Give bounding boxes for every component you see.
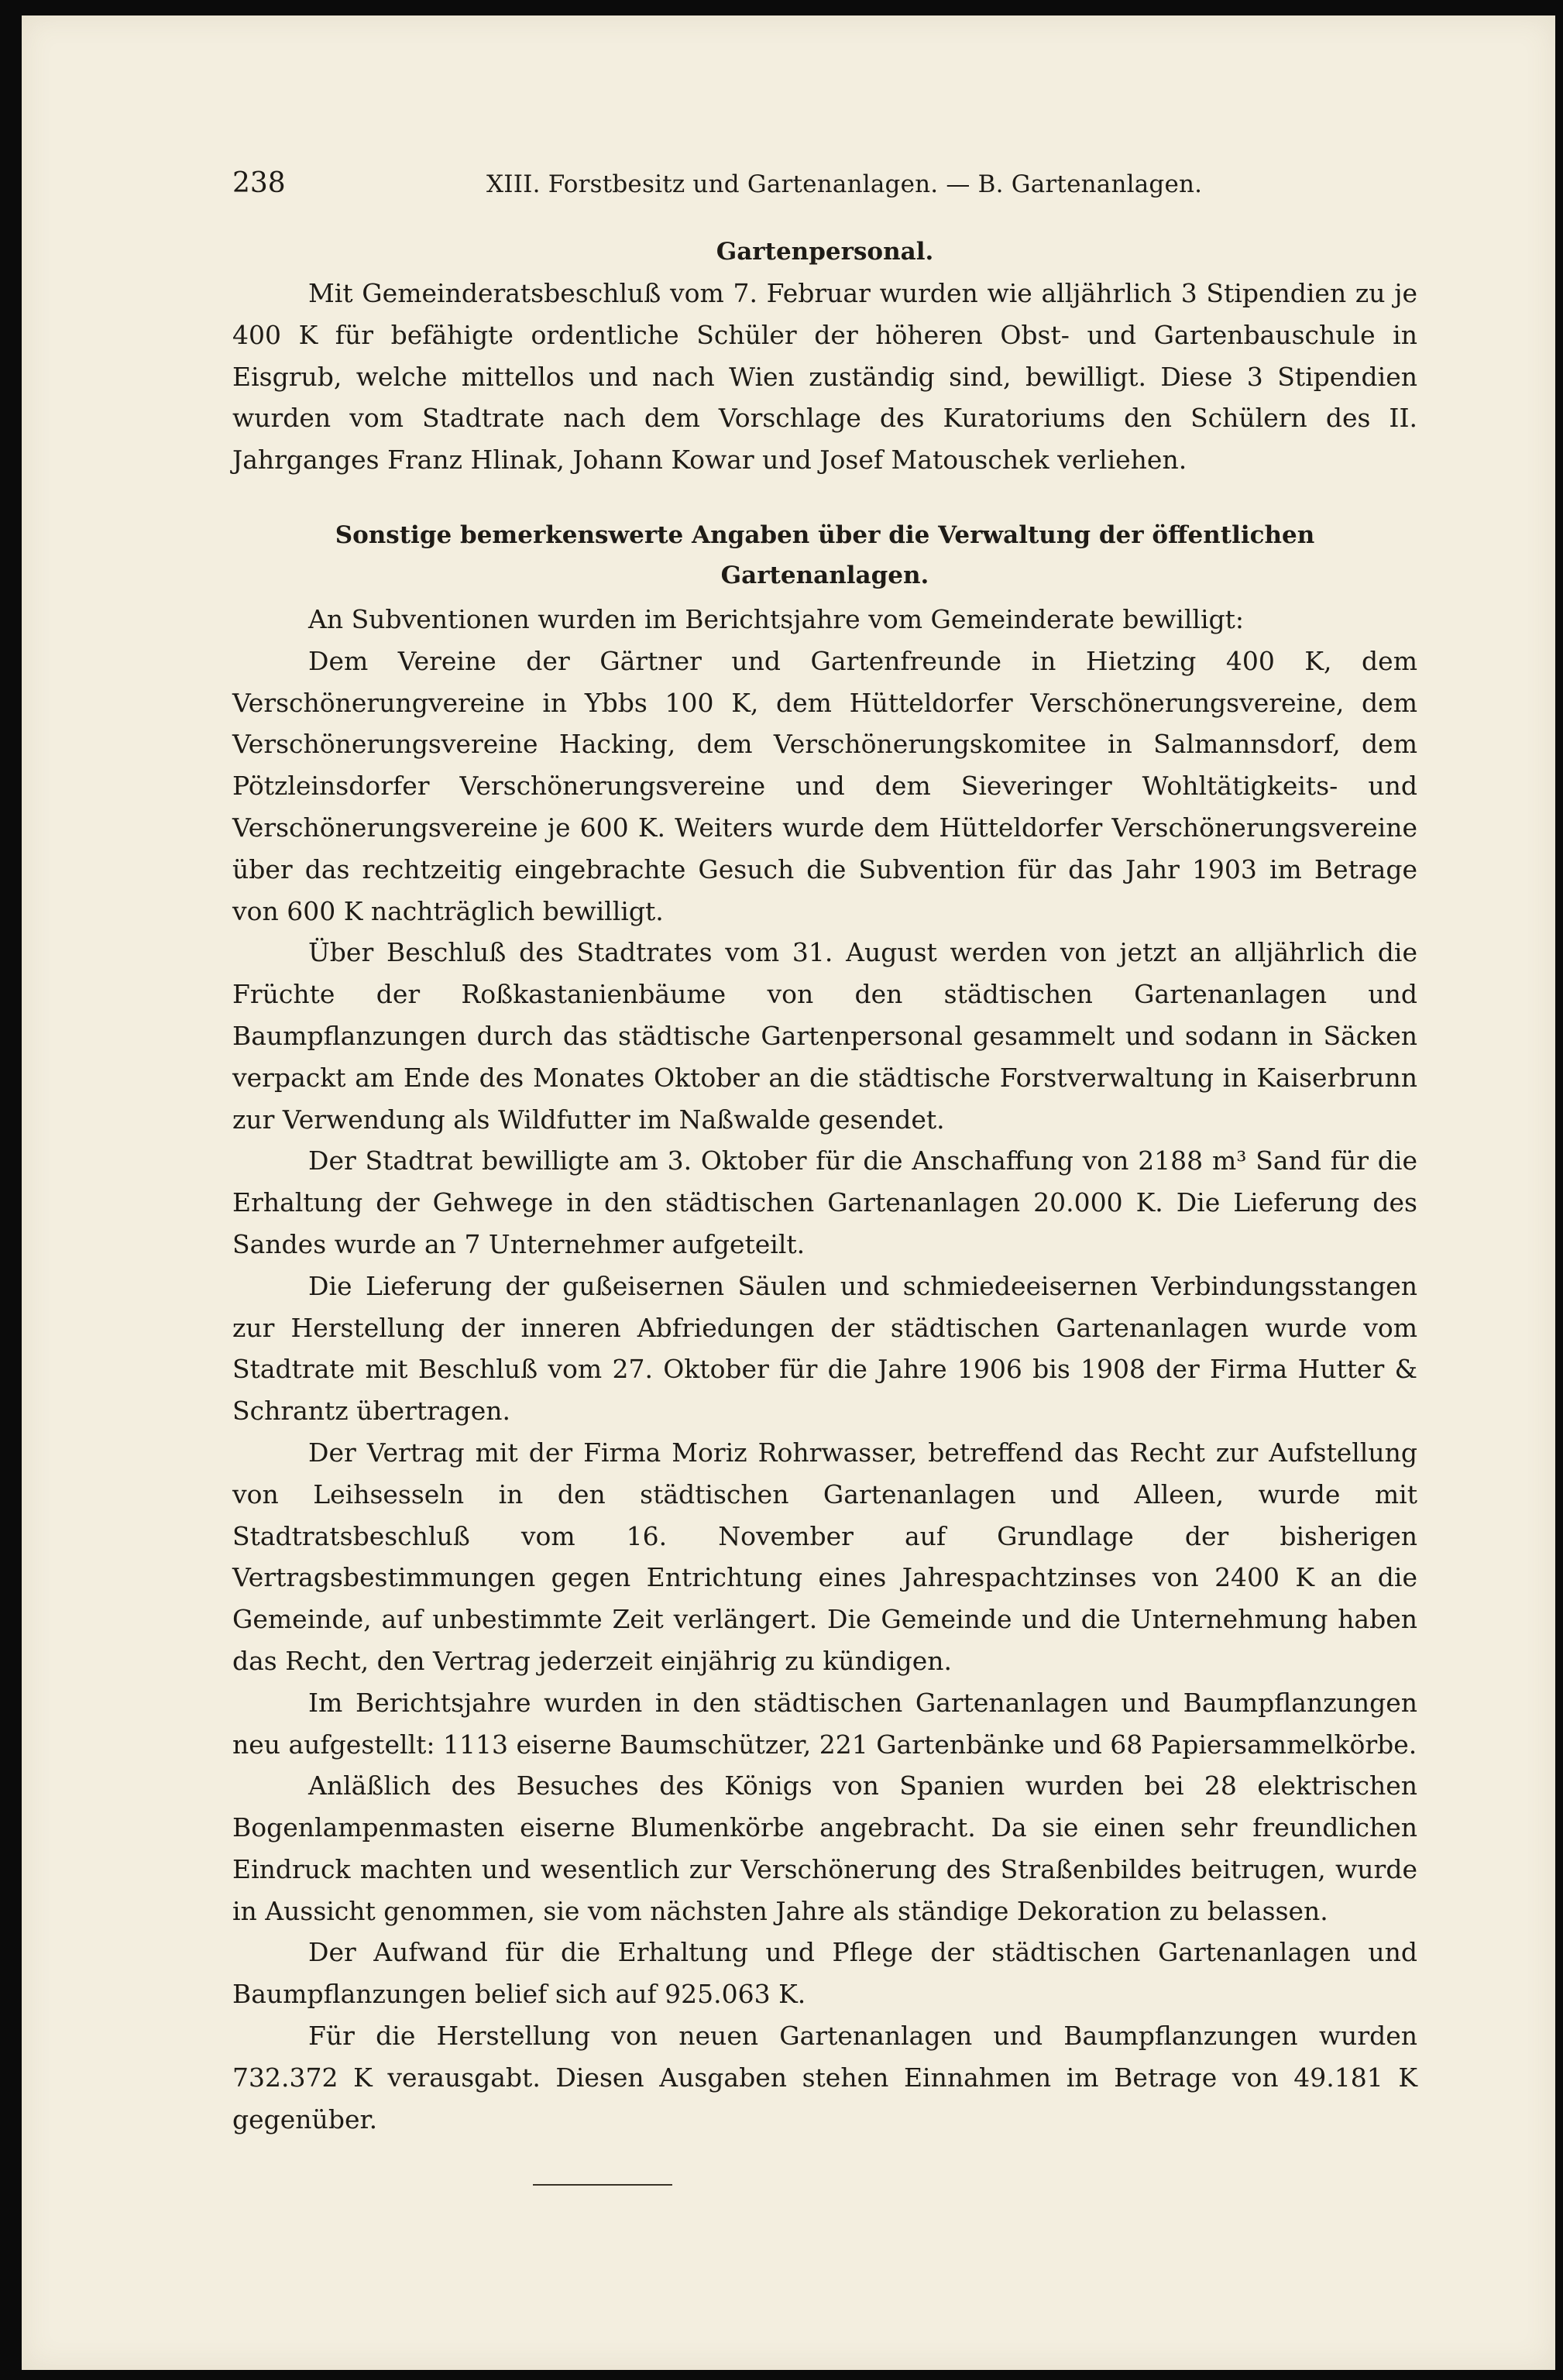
paragraph-flower-baskets: Anläßlich des Besuches des Königs von Spanien wurden bei 28 elektrischen Bogenlampenmasten eiserne Blumenkörbe angebracht. Da sie einen sehr freundlichen Eindruck machten und wesentlich zur Verschönerung des Straßenbildes beitrugen, wurde in Aussicht genommen, sie vom nächsten Jahre als ständige Dekoration zu belassen.	[232, 1770, 1417, 1926]
paragraph-contract: Der Vertrag mit der Firma Moriz Rohrwasser, betreffend das Recht zur Aufstellung von Leihsesseln in den städtischen Gartenanlagen und Alleen, wurde mit Stadtratsbeschluß vom 16. November auf Grundlage der bisherigen Vertragsbestimmungen gegen Entrichtung eines Jahrespachtzinses von 2400 K an die Gemeinde, auf unbestimmte Zeit verlängert. Die Gemeinde und die Unternehmung haben das Recht, den Vertrag jederzeit einjährig zu kündigen.	[232, 1437, 1417, 1676]
section-heading-other: Sonstige bemerkenswerte Angaben über die Verwaltung der öffentlichen Gartenanlagen.	[335, 520, 1315, 589]
document-page	[22, 15, 1555, 2370]
paragraph-stipends: Mit Gemeinderatsbeschluß vom 7. Februar wurden wie alljährlich 3 Stipendien zu je 400 K für befähigte ordentliche Schüler der höheren Obst- und Gartenbauschule in Eisgrub, welche mittellos und nach Wien zuständig sind, bewilligt. Diese 3 Stipendien wurden vom Stadtrate nach dem Vorschlage des Kuratoriums den Schülern des II. Jahrganges Franz Hlinak, Johann Kowar und Josef Matouschek verliehen.	[232, 278, 1417, 476]
page-body	[232, 232, 1417, 2140]
running-head: XIII. Forstbesitz und Gartenanlagen. — B. Gartenanlagen.	[486, 170, 1203, 198]
paragraph-subventions-intro: An Subventionen wurden im Berichtsjahre vom Gemeinderate bewilligt:	[308, 603, 1245, 634]
paragraph-maintenance-cost: Der Aufwand für die Erhaltung und Pflege der städtischen Gartenanlagen und Baumpflanzungen belief sich auf 925.063 K.	[232, 1937, 1417, 2010]
paragraph-chestnuts: Über Beschluß des Stadtrates vom 31. August werden von jetzt an alljährlich die Früchte der Roßkastanienbäume von den städtischen Gartenanlagen und Baumpflanzungen durch das städtische Gartenpersonal gesammelt und sodann in Säcken verpackt am Ende des Monates Oktober an die städtische Forstverwaltung in Kaiserbrunn zur Verwendung als Wildfutter im Naßwalde gesendet.	[232, 937, 1417, 1135]
closing-rule	[533, 2184, 672, 2186]
paragraph-columns: Die Lieferung der gußeisernen Säulen und schmiedeeisernen Verbindungsstangen zur Herstellung der inneren Abfriedungen der städtischen Gartenanlagen wurde vom Stadtrate mit Beschluß vom 27. Oktober für die Jahre 1906 bis 1908 der Firma Hutter & Schrantz übertragen.	[232, 1270, 1417, 1427]
page-header	[232, 167, 1417, 208]
page-number: 238	[232, 167, 286, 199]
section-heading-staff: Gartenpersonal.	[716, 238, 934, 266]
paragraph-sand: Der Stadtrat bewilligte am 3. Oktober für die Anschaffung von 2188 m³ Sand für die Erhaltung der Gehwege in den städtischen Gartenanlagen 20.000 K. Die Lieferung des Sandes wurde an 7 Unternehmer aufgeteilt.	[232, 1145, 1417, 1259]
paragraph-new-installations: Im Berichtsjahre wurden in den städtischen Gartenanlagen und Baumpflanzungen neu aufgestellt: 1113 eiserne Baumschützer, 221 Gartenbänke und 68 Papiersammelkörbe.	[232, 1687, 1417, 1760]
paragraph-subventions-list: Dem Vereine der Gärtner und Gartenfreunde in Hietzing 400 K, dem Verschönerungvereine in Ybbs 100 K, dem Hütteldorfer Verschönerungsvereine, dem Verschönerungsvereine Hacking, dem Verschönerungskomitee in Salmannsdorf, dem Pötzleinsdorfer Verschönerungsvereine und dem Sieveringer Wohltätigkeits- und Verschönerungsvereine je 600 K. Weiters wurde dem Hütteldorfer Verschönerungsvereine über das rechtzeitig eingebrachte Gesuch die Subvention für das Jahr 1903 im Betrage von 600 K nachträglich bewilligt.	[232, 645, 1417, 926]
paragraph-new-construction: Für die Herstellung von neuen Gartenanlagen und Baumpflanzungen wurden 732.372 K verausgabt. Diesen Ausgaben stehen Einnahmen im Betrage von 49.181 K gegenüber.	[232, 2021, 1417, 2134]
